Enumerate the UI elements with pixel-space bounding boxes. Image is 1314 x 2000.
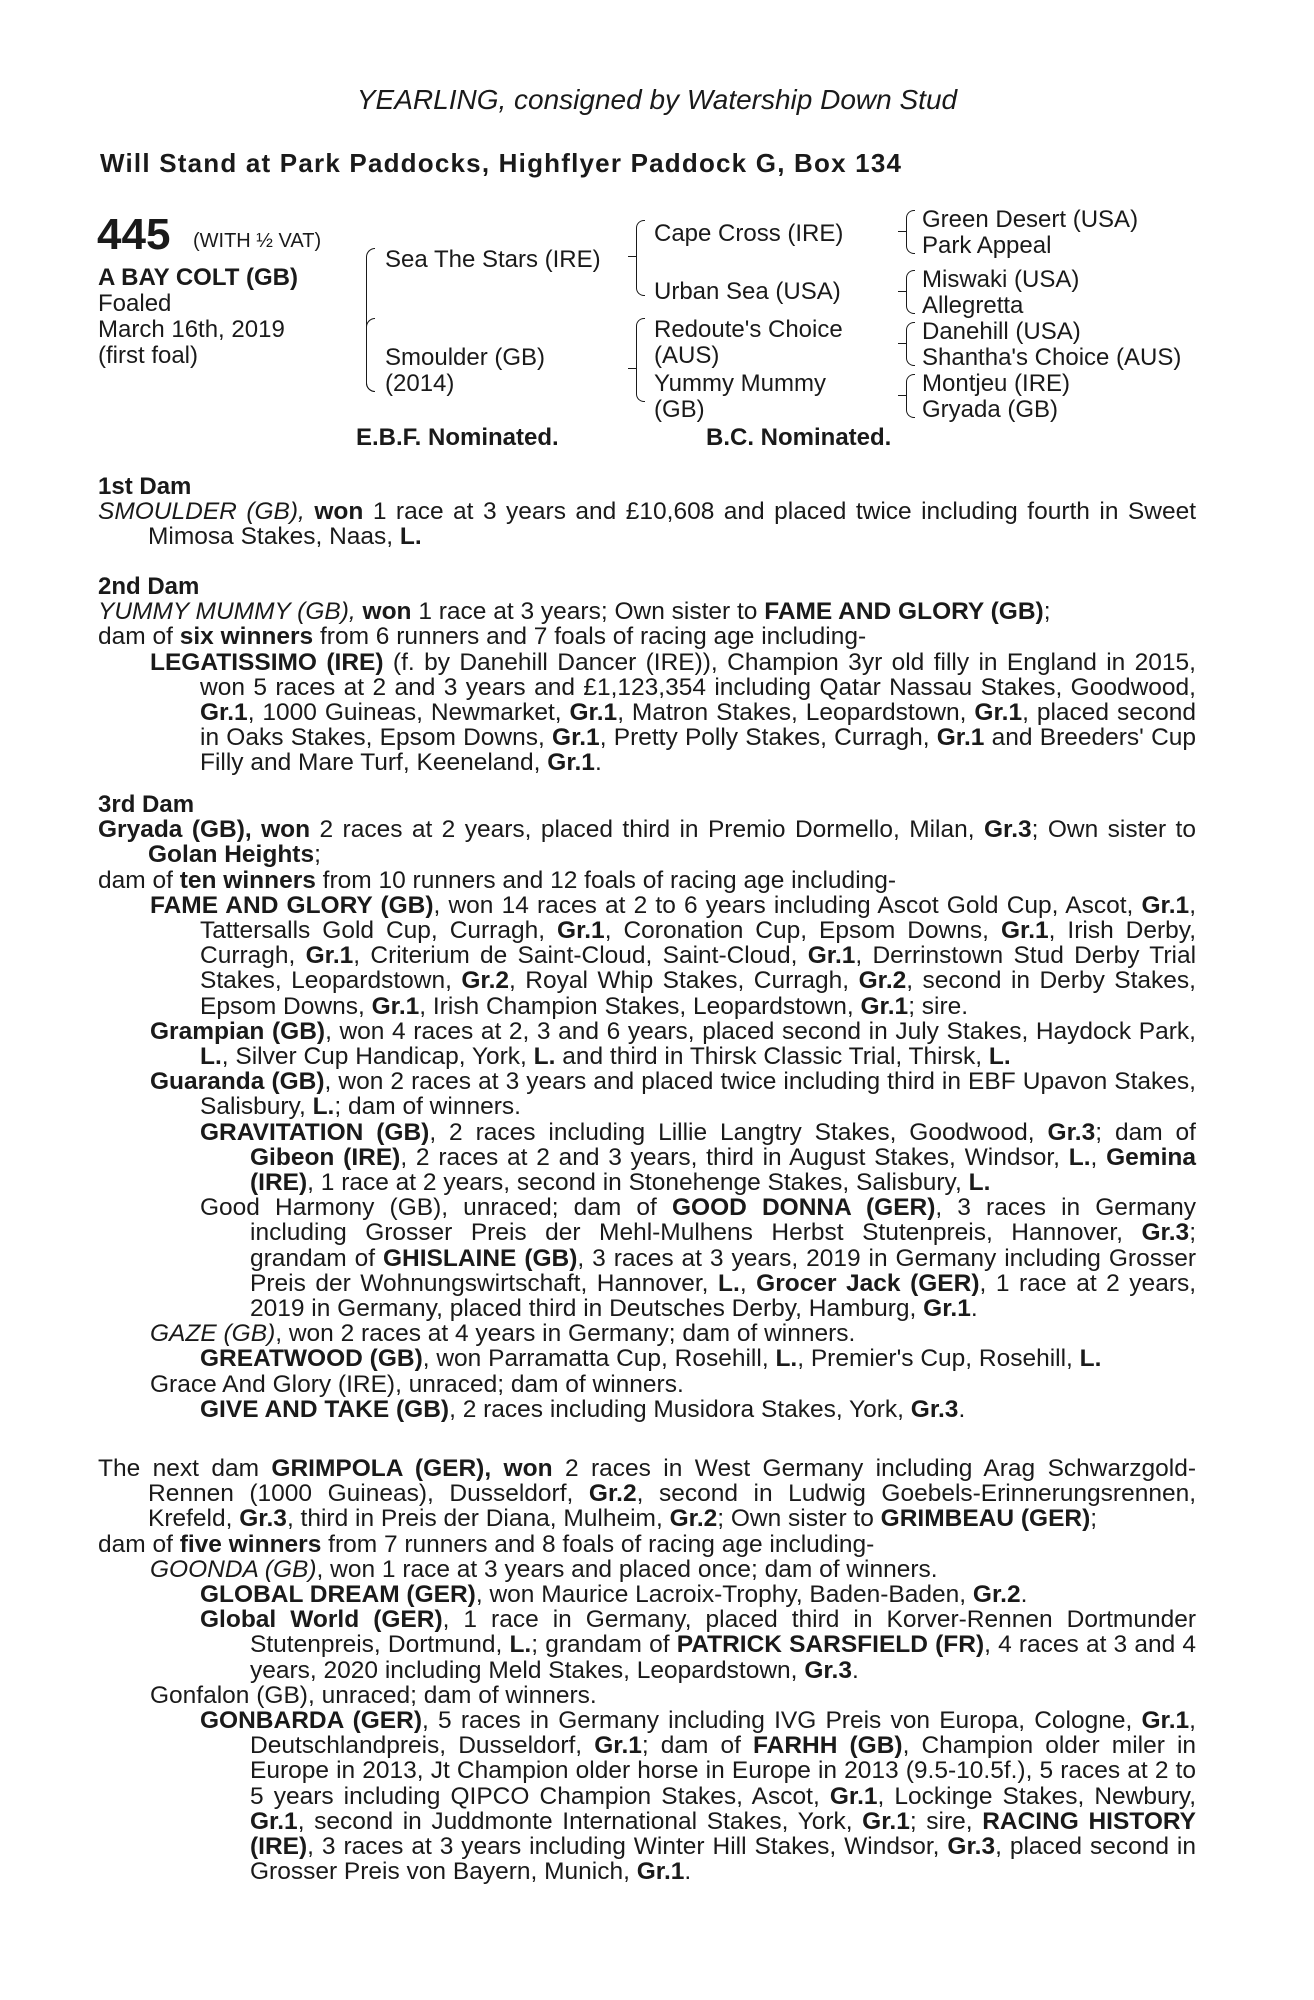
gonfalon-entry: Gonfalon (GB), unraced; dam of winners. <box>150 1681 597 1709</box>
location-line: Will Stand at Park Paddocks, Highflyer Paddock G, Box 134 <box>100 148 903 178</box>
second-dam-text: YUMMY MUMMY (GB), won 1 race at 3 years; Own sister to FAME AND GLORY (GB); <box>98 598 1051 626</box>
pedigree-brace-dam <box>366 318 375 392</box>
pedigree-dam-sire: Redoute's Choice <box>654 316 843 343</box>
pedigree-brace-tip <box>628 368 636 369</box>
foaled-date: March 16th, 2019 <box>98 316 285 343</box>
vat-note: (WITH ½ VAT) <box>193 230 322 252</box>
good-harmony-entry: Good Harmony (GB), unraced; dam of GOOD DONNA (GER), 3 races in Germany including Grosser Preis der Mehl-Mulhens Herbst Stutenpreis, Hannover, Gr.3; grandam of GHISLAINE (GB), 3 races at 3 years, 2019 in Germany including Grosser Preis der Wohnungswirtschaft, Hannover, L., Grocer Jack (GER), 1 race at 2 years, 2019 in Germany, placed third in Deutsches Derby, Hamburg, Gr.1. <box>200 1194 1197 1323</box>
second-dam-section <box>98 574 1196 776</box>
pedigree-dam: Smoulder (GB) <box>385 344 546 371</box>
pedigree-brace-g4 <box>906 374 915 418</box>
pedigree-ggd-2: Allegretta <box>922 292 1024 319</box>
fame-and-glory-entry: FAME AND GLORY (GB), won 14 races at 2 to 6 years including Ascot Gold Cup, Ascot, Gr.1, Tattersalls Gold Cup, Curragh, Gr.1, Coronation Cup, Epsom Downs, Gr.1, Irish Derby, Curragh, Gr.1, Criterium de Saint-Cloud, Saint-Cloud, Gr.1, Derrinstown Stud Derby Trial Stakes, Leopardstown, Gr.2, Royal Whip Stakes, Curragh, Gr.2, second in Derby Stakes, Epsom Downs, Gr.1, Irish Champion Stakes, Leopardstown, Gr.1; sire. <box>150 891 1197 1020</box>
pedigree-brace-g2 <box>906 270 915 314</box>
global-dream-entry: GLOBAL DREAM (GER), won Maurice Lacroix-Trophy, Baden-Baden, Gr.2. <box>200 1581 1028 1609</box>
pedigree-brace-tip <box>898 291 906 292</box>
bc-nominated: B.C. Nominated. <box>706 424 892 451</box>
foaled-label: Foaled <box>98 290 172 317</box>
pedigree-dam-dam: Yummy Mummy <box>654 370 827 397</box>
pedigree-brace-tip <box>628 256 636 257</box>
first-dam-text: SMOULDER (GB), won 1 race at 3 years and £10,608 and placed twice including fourth in Sweet Mimosa Stakes, Naas, L. <box>98 498 1197 551</box>
grampian-entry: Grampian (GB), won 4 races at 2, 3 and 6 years, placed second in July Stakes, Haydock Park, L., Silver Cup Handicap, York, L. and third in Thirsk Classic Trial, Thirsk, L. <box>150 1017 1196 1071</box>
pedigree-brace-tip <box>898 343 906 344</box>
pedigree-brace-g3 <box>906 322 915 366</box>
ebf-nominated: E.B.F. Nominated. <box>356 424 559 451</box>
guaranda-entry: Guaranda (GB), won 2 races at 3 years and placed twice including third in EBF Upavon Stakes, Salisbury, L.; dam of winners. <box>150 1068 1196 1121</box>
greatwood-entry: GREATWOOD (GB), won Parramatta Cup, Rosehill, L., Premier's Cup, Rosehill, L. <box>200 1345 1102 1373</box>
lot-number: 445 <box>97 210 171 259</box>
pedigree-brace-tip <box>898 395 906 396</box>
next-dam-produce-line: dam of five winners from 7 runners and 8 foals of racing age including- <box>98 1530 875 1558</box>
pedigree-ggd-3: Shantha's Choice (AUS) <box>922 344 1182 371</box>
pedigree-ggd-4: Gryada (GB) <box>922 396 1059 423</box>
first-dam-section <box>98 474 1196 550</box>
third-dam-heading: 3rd Dam <box>98 791 195 818</box>
goonda-entry: GOONDA (GB), won 1 race at 3 years and placed once; dam of winners. <box>150 1555 938 1583</box>
second-dam-heading: 2nd Dam <box>98 573 200 600</box>
gravitation-entry: GRAVITATION (GB), 2 races including Lillie Langtry Stakes, Goodwood, Gr.3; dam of Gibeon (IRE), 2 races at 2 and 3 years, third in August Stakes, Windsor, L., Gemina (IRE), 1 race at 2 years, second in Stonehenge Stakes, Salisbury, L. <box>200 1118 1196 1197</box>
gonbarda-entry: GONBARDA (GER), 5 races in Germany including IVG Preis von Europa, Cologne, Gr.1, Deutschlandpreis, Dusseldorf, Gr.1; dam of FARHH (GB), Champion older miler in Europe in 2013, Jt Champion older horse in Europe in 2013 (9.5-10.5f.), 5 races at 2 to 5 years including QIPCO Champion Stakes, Ascot, Gr.1, Lockinge Stakes, Newbury, Gr.1, second in Juddmonte International Stakes, York, Gr.1; sire, RACING HISTORY (IRE), 3 races at 3 years including Winter Hill Stakes, Windsor, Gr.3, placed second in Grosser Preis von Bayern, Munich, Gr.1. <box>200 1707 1197 1886</box>
grace-and-glory-entry: Grace And Glory (IRE), unraced; dam of winners. <box>150 1370 684 1398</box>
pedigree-dam-sire-country: (AUS) <box>654 342 720 369</box>
colt-description: A BAY COLT (GB) <box>98 264 299 291</box>
pedigree-brace-sire-parents <box>636 220 645 296</box>
legatissimo-entry: LEGATISSIMO (IRE) (f. by Danehill Dancer (IRE)), Champion 3yr old filly in England in 2015, won 5 races at 2 and 3 years and £1,123,354 including Qatar Nassau Stakes, Goodwood, Gr.1, 1000 Guineas, Newmarket, Gr.1, Matron Stakes, Leopardstown, Gr.1, placed second in Oaks Stakes, Epsom Downs, Gr.1, Pretty Polly Stakes, Curragh, Gr.1 and Breeders' Cup Filly and Mare Turf, Keeneland, Gr.1. <box>150 648 1197 777</box>
next-dam-section <box>98 1456 1196 1884</box>
first-foal-note: (first foal) <box>98 342 199 369</box>
next-dam-text: The next dam GRIMPOLA (GER), won 2 races in West Germany including Arag Schwarzgold-Rennen (1000 Guineas), Dusseldorf, Gr.2, second in Ludwig Goebels-Erinnerungsrennen, Krefeld, Gr.3, third in Preis der Diana, Mulheim, Gr.2; Own sister to GRIMBEAU (GER); <box>98 1455 1197 1533</box>
page-header-title: YEARLING, consigned by Watership Down Stud <box>356 84 958 115</box>
third-dam-text: Gryada (GB), won 2 races at 2 years, placed third in Premio Dormello, Milan, Gr.3; Own sister to Golan Heights; <box>98 816 1196 869</box>
pedigree-sire: Sea The Stars (IRE) <box>385 246 601 273</box>
pedigree-dam-dam-country: (GB) <box>654 396 705 423</box>
pedigree-dam-year: (2014) <box>385 370 455 397</box>
pedigree-ggs-2: Miswaki (USA) <box>922 266 1080 293</box>
third-dam-section <box>98 792 1196 1422</box>
pedigree-ggs-1: Green Desert (USA) <box>922 206 1139 233</box>
gaze-entry: GAZE (GB), won 2 races at 4 years in Germany; dam of winners. <box>150 1320 856 1348</box>
pedigree-sire-sire: Cape Cross (IRE) <box>654 220 844 247</box>
global-world-entry: Global World (GER), 1 race in Germany, placed third in Korver-Rennen Dortmunder Stutenpreis, Dortmund, L.; grandam of PATRICK SARSFIELD (FR), 4 races at 3 and 4 years, 2020 including Meld Stakes, Leopardstown, Gr.3. <box>200 1606 1197 1684</box>
third-dam-produce-line: dam of ten winners from 10 runners and 12 foals of racing age including- <box>98 866 897 894</box>
pedigree-ggs-4: Montjeu (IRE) <box>922 370 1071 397</box>
pedigree-sire-dam: Urban Sea (USA) <box>654 278 841 305</box>
pedigree-brace-dam-parents <box>636 318 645 402</box>
first-dam-heading: 1st Dam <box>98 473 192 500</box>
pedigree-brace-g1 <box>906 210 915 254</box>
pedigree-brace-tip <box>898 231 906 232</box>
pedigree-ggd-1: Park Appeal <box>922 232 1052 259</box>
pedigree-ggs-3: Danehill (USA) <box>922 318 1081 345</box>
give-and-take-entry: GIVE AND TAKE (GB), 2 races including Musidora Stakes, York, Gr.3. <box>200 1395 966 1423</box>
second-dam-produce-line: dam of six winners from 6 runners and 7 foals of racing age including- <box>98 623 867 651</box>
